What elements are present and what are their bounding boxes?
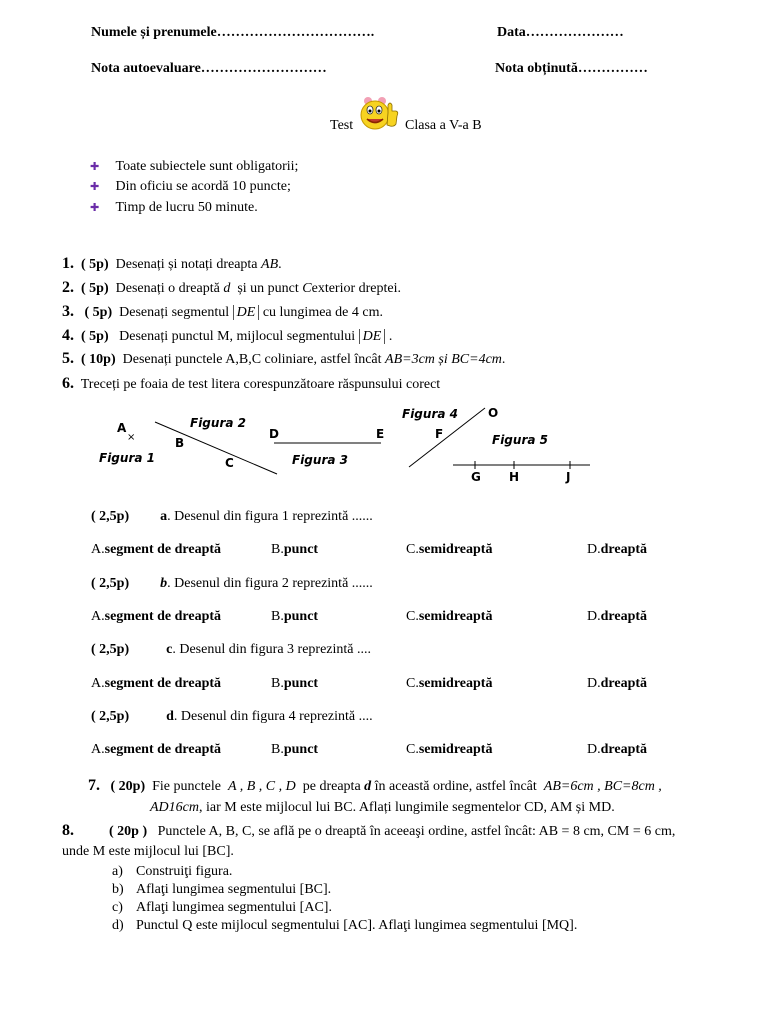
label-E: E [376, 427, 385, 441]
option-D[interactable]: D.dreaptă [587, 542, 648, 557]
option-B[interactable]: B.punct [271, 542, 319, 557]
rule-item: ✚ Timp de lucru 50 minute. [90, 200, 258, 215]
option-D[interactable]: D.dreaptă [587, 742, 648, 757]
caption-figura-2: Figura 2 [190, 416, 246, 430]
label-H: H [509, 470, 520, 484]
question-6: 6. Treceți pe foaia de test litera corespunzătoare răspunsului corect [62, 375, 441, 392]
option-B[interactable]: B.punct [271, 609, 319, 624]
option-C[interactable]: C.semidreaptă [406, 542, 493, 557]
label-J: J [566, 470, 571, 484]
bullet-arrow-icon: ✚ [90, 202, 100, 214]
rule-item: ✚ Din oficiu se acordă 10 puncte; [90, 179, 291, 194]
question-7: 7. ( 20p) Fie punctele A , B , C , D pe dreapta d în această ordine, astfel încât AB=6cm , BC=8cm , [88, 777, 662, 794]
figures-panel [95, 400, 595, 490]
grade-label: Nota obținută…………… [495, 61, 648, 76]
option-A[interactable]: A.segment de dreaptă [91, 676, 222, 691]
question-8-item-b: b) Aflaţi lungimea segmentului [BC]. [112, 882, 332, 897]
title-test: Test [330, 118, 354, 133]
label-F: F [435, 427, 444, 441]
caption-figura-3: Figura 3 [292, 453, 348, 467]
label-B: B [175, 436, 185, 450]
sub-question-a: ( 2,5p) a. Desenul din figura 1 reprezintă ...... [91, 509, 373, 524]
point-A-mark: × [127, 432, 136, 443]
option-A[interactable]: A.segment de dreaptă [91, 742, 222, 757]
option-C[interactable]: C.semidreaptă [406, 676, 493, 691]
question-4: 4. ( 5p) Desenați punctul M, mijlocul segmentului DE . [62, 327, 393, 344]
option-B[interactable]: B.punct [271, 742, 319, 757]
option-C[interactable]: C.semidreaptă [406, 742, 493, 757]
smiley-thumbs-up-icon [358, 95, 400, 135]
option-B[interactable]: B.punct [271, 676, 319, 691]
question-3: 3. ( 5p) Desenați segmentul DE cu lungimea de 4 cm. [62, 303, 383, 320]
question-8: 8. ( 20p ) Punctele A, B, C, se află pe o dreaptă în aceeaşi ordine, astfel încât: AB = 8 cm, CM = 6 cm, [62, 822, 676, 839]
question-2: 2. ( 5p) Desenați o dreaptă d și un punct Cexterior dreptei. [62, 279, 402, 296]
option-D[interactable]: D.dreaptă [587, 676, 648, 691]
option-D[interactable]: D.dreaptă [587, 609, 648, 624]
date-field-label: Data………………… [497, 25, 624, 40]
bullet-arrow-icon: ✚ [90, 181, 100, 193]
caption-figura-4: Figura 4 [402, 407, 458, 421]
label-G: G [471, 470, 481, 484]
sub-question-b: ( 2,5p) b. Desenul din figura 2 reprezintă ...... [91, 576, 373, 591]
self-grade-label: Nota autoevaluare……………………… [91, 61, 327, 76]
name-field-label: Numele și prenumele……………………………. [91, 25, 375, 40]
label-A: A [117, 421, 127, 435]
question-7-line-2: AD16cm, iar M este mijlocul lui BC. Aflați lungimile segmentelor CD, AM și MD. [150, 800, 615, 815]
question-8-item-c: c) Aflaţi lungimea segmentului [AC]. [112, 900, 332, 915]
option-A[interactable]: A.segment de dreaptă [91, 542, 222, 557]
label-O: O [488, 406, 499, 420]
caption-figura-1: Figura 1 [99, 451, 155, 465]
sub-question-d: ( 2,5p) d. Desenul din figura 4 reprezintă .... [91, 709, 373, 724]
caption-figura-5: Figura 5 [492, 433, 548, 447]
sub-question-c: ( 2,5p) c. Desenul din figura 3 reprezintă .... [91, 642, 371, 657]
question-8-item-d: d) Punctul Q este mijlocul segmentului [AC]. Aflaţi lungimea segmentului [MQ]. [112, 918, 578, 933]
label-D: D [269, 427, 279, 441]
option-A[interactable]: A.segment de dreaptă [91, 609, 222, 624]
bullet-arrow-icon: ✚ [90, 161, 100, 173]
question-1: 1. ( 5p) Desenați și notați dreapta AB. [62, 255, 282, 272]
rule-item: ✚ Toate subiectele sunt obligatorii; [90, 159, 299, 174]
title-class: Clasa a V-a B [405, 118, 482, 133]
question-8-item-a: a) Construiţi figura. [112, 864, 233, 879]
option-C[interactable]: C.semidreaptă [406, 609, 493, 624]
question-5: 5. ( 10p) Desenați punctele A,B,C coliniare, astfel încât AB=3cm și BC=4cm. [62, 350, 506, 367]
label-C: C [225, 456, 234, 470]
question-8-line-2: unde M este mijlocul lui [BC]. [62, 844, 234, 859]
